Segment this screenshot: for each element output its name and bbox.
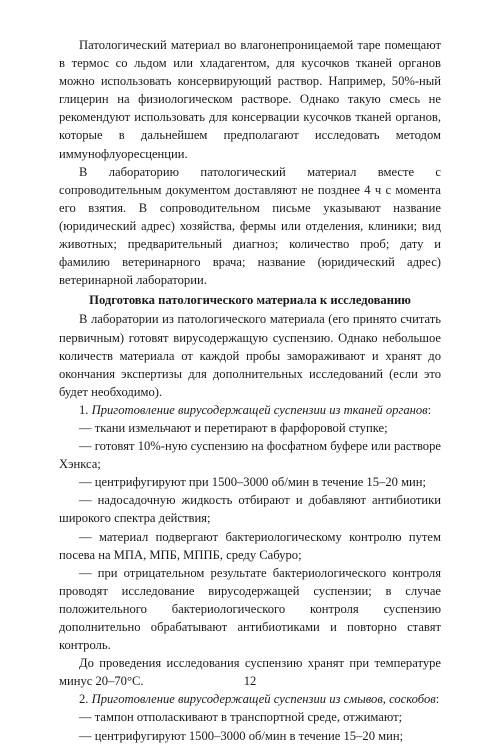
- section-heading: Подготовка патологического материала к исследованию: [89, 293, 411, 308]
- page-number: 12: [243, 674, 257, 688]
- paragraph-intro: В лаборатории из патологического материала (его принято считать первичным) готовят вирусодержащую суспензию. Однако небольшое количеств материала от каждой пробы замораживают и хранят до окончания экспертизы для дополнительных исследований (если это будет необходимо).: [59, 312, 441, 399]
- paragraph-delivery: В лабораторию патологический материал вместе с сопроводительным документом доставляют не позднее 4 ч с момента его взятия. В сопроводительном письме указывают название (юридический адрес) хозяйства, фермы или отделения, клиники; вид животных; предварительный диагноз; количество проб; дату и фамилию ветеринарного врача; название (юридический адрес) ветеринарной лаборатории.: [59, 164, 441, 288]
- item-1-step: — центрифугируют при 1500–3000 об/мин в течение 15–20 мин;: [79, 475, 427, 490]
- item-2-suffix: :: [435, 692, 440, 707]
- item-1-title: Приготовление вирусодержащей суспензии из тканей органов: [91, 402, 428, 417]
- item-1-number: 1.: [79, 402, 89, 417]
- paragraph-storage: До проведения исследования суспензию хранят при температуре минус 20–70°С.: [59, 656, 441, 689]
- document-page: [59, 36, 441, 745]
- item-1-step: — готовят 10%-ную суспензию на фосфатном буфере или растворе Хэнкса;: [59, 439, 441, 472]
- item-2-title: Приготовление вирусодержащей суспензии из смывов, соскобов: [91, 692, 436, 707]
- item-1-step: — надосадочную жидкость отбирают и добавляют антибиотики широкого спектра действия;: [59, 493, 441, 526]
- item-1-heading: [59, 401, 441, 419]
- item-1-suffix: :: [427, 402, 432, 417]
- item-1-step: — материал подвергают бактериологическому контролю путем посева на МПА, МПБ, МППБ, среду Сабуро;: [59, 529, 441, 562]
- item-2-step: — тампон отполаскивают в транспортной среде, отжимают;: [79, 710, 403, 725]
- item-1-step: — ткани измельчают и перетирают в фарфоровой ступке;: [79, 420, 388, 435]
- item-1-step: — при отрицательном результате бактериологического контроля проводят исследование вирусодержащей суспензии; в случае положительного бактериологического контроля суспензию дополнительно обрабатывают антибиотиками и повторно ставят контроль.: [59, 565, 441, 653]
- item-2-step: — центрифугируют 1500–3000 об/мин в течение 15–20 мин;: [79, 728, 404, 743]
- item-2-number: 2.: [79, 692, 89, 707]
- paragraph-preservation: Патологический материал во влагонепроницаемой таре помещают в термос со льдом или хладагентом, для кусочков тканей органов можно использовать консервирующий раствор. Например, 50%-ный глицерин на физиологическом растворе. Однако такую смесь не рекомендуют использовать для консервации кусочков тканей органов, которые в дальнейшем предполагают исследовать методом иммунофлуоресценции.: [59, 38, 441, 161]
- item-2-heading: [59, 690, 441, 708]
